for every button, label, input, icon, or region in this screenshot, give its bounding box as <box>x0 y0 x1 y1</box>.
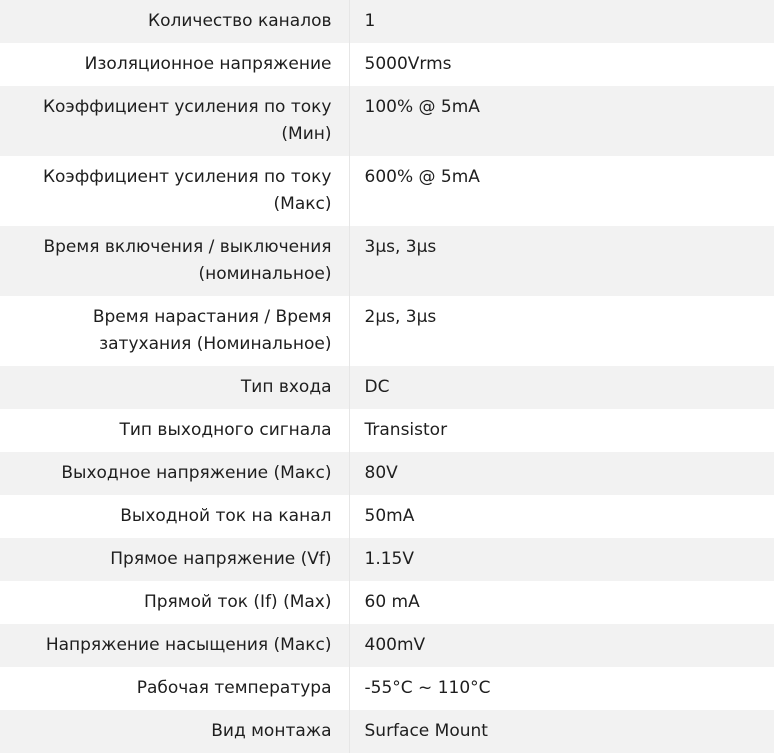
table-row <box>0 0 774 43</box>
spec-label-forward-current: Прямой ток (If) (Max) <box>0 581 349 624</box>
spec-value-mounting-type: Surface Mount <box>349 710 774 753</box>
spec-label-mounting-type: Вид монтажа <box>0 710 349 753</box>
table-row <box>0 624 774 667</box>
spec-value-saturation-voltage: 400mV <box>349 624 774 667</box>
spec-value-ctr-min: 100% @ 5mA <box>349 86 774 156</box>
spec-value-input-type: DC <box>349 366 774 409</box>
table-row <box>0 86 774 156</box>
spec-label-saturation-voltage: Напряжение насыщения (Макс) <box>0 624 349 667</box>
table-row <box>0 409 774 452</box>
spec-value-forward-current: 60 mA <box>349 581 774 624</box>
table-row <box>0 226 774 296</box>
spec-label-turn-on-off-time: Время включения / выключения (номинальное) <box>0 226 349 296</box>
spec-label-input-type: Тип входа <box>0 366 349 409</box>
spec-label-output-voltage-max: Выходное напряжение (Макс) <box>0 452 349 495</box>
spec-label-output-current-per-channel: Выходной ток на канал <box>0 495 349 538</box>
table-row <box>0 156 774 226</box>
spec-value-turn-on-off-time: 3µs, 3µs <box>349 226 774 296</box>
spec-label-ctr-min: Коэффициент усиления по току (Мин) <box>0 86 349 156</box>
spec-value-output-type: Transistor <box>349 409 774 452</box>
spec-value-output-voltage-max: 80V <box>349 452 774 495</box>
spec-value-forward-voltage: 1.15V <box>349 538 774 581</box>
table-row <box>0 538 774 581</box>
table-row <box>0 667 774 710</box>
table-row <box>0 581 774 624</box>
spec-value-isolation-voltage: 5000Vrms <box>349 43 774 86</box>
spec-value-channel-count: 1 <box>349 0 774 43</box>
table-row <box>0 710 774 753</box>
spec-label-forward-voltage: Прямое напряжение (Vf) <box>0 538 349 581</box>
spec-value-ctr-max: 600% @ 5mA <box>349 156 774 226</box>
table-row <box>0 452 774 495</box>
spec-value-rise-fall-time: 2µs, 3µs <box>349 296 774 366</box>
table-row <box>0 366 774 409</box>
spec-label-isolation-voltage: Изоляционное напряжение <box>0 43 349 86</box>
spec-label-operating-temperature: Рабочая температура <box>0 667 349 710</box>
spec-value-operating-temperature: -55°C ~ 110°C <box>349 667 774 710</box>
spec-label-channel-count: Количество каналов <box>0 0 349 43</box>
spec-label-output-type: Тип выходного сигнала <box>0 409 349 452</box>
table-row <box>0 43 774 86</box>
spec-label-rise-fall-time: Время нарастания / Время затухания (Номинальное) <box>0 296 349 366</box>
table-row <box>0 495 774 538</box>
spec-label-ctr-max: Коэффициент усиления по току (Макс) <box>0 156 349 226</box>
spec-value-output-current-per-channel: 50mA <box>349 495 774 538</box>
table-row <box>0 296 774 366</box>
